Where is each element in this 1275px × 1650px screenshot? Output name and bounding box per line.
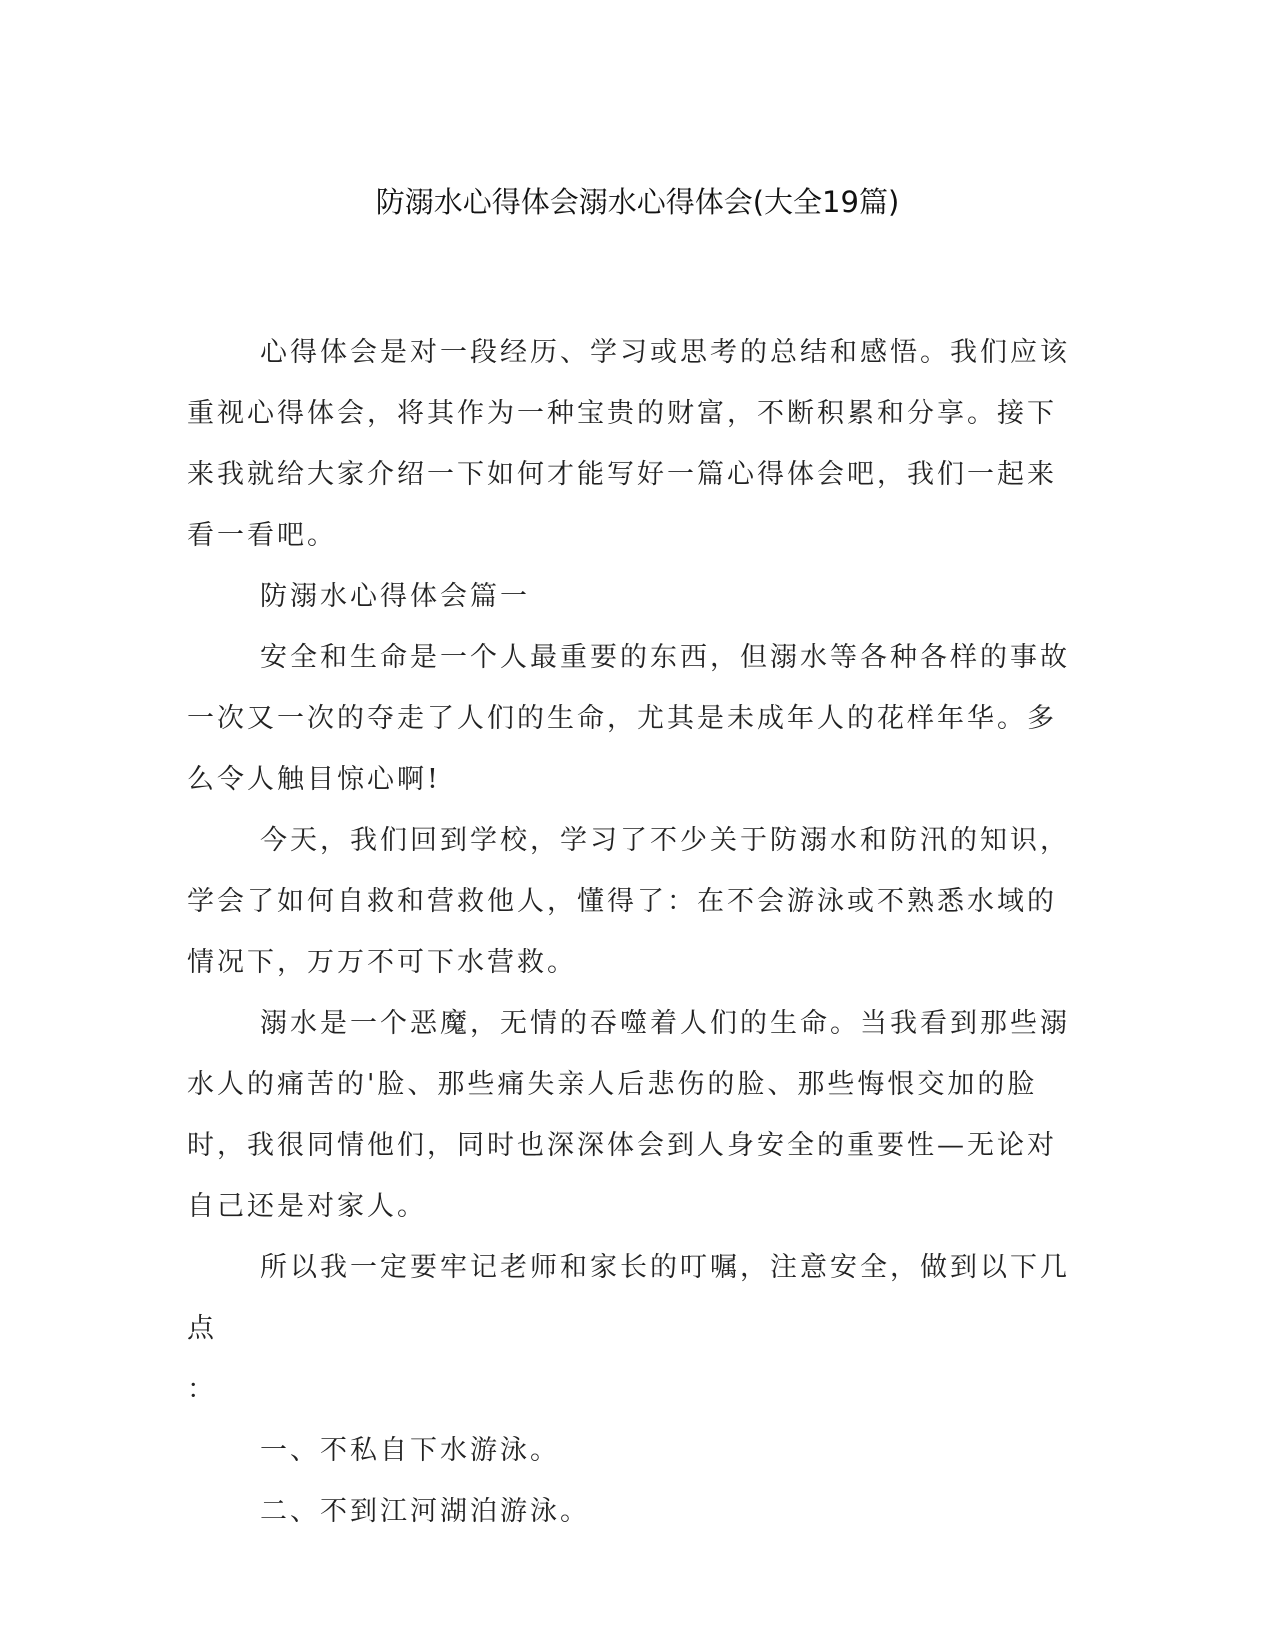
- paragraph-intro: 心得体会是对一段经历、学习或思考的总结和感悟。我们应该重视心得体会，将其作为一种宝贵的财富，不断积累和分享。接下来我就给大家介绍一下如何才能写好一篇心得体会吧，我们一起来看一看吧。: [187, 337, 1070, 551]
- paragraph: 溺水是一个恶魔，无情的吞噬着人们的生命。当我看到那些溺水人的痛苦的'脸、那些痛失亲人后悲伤的脸、那些悔恨交加的脸时，我很同情他们，同时也深深体会到人身安全的重要性—无论对自己还是对家人。: [187, 1008, 1070, 1222]
- list-item: 一、不私自下水游泳。: [260, 1435, 560, 1466]
- paragraph: 所以我一定要牢记老师和家长的叮嘱，注意安全，做到以下几点: [187, 1252, 1070, 1344]
- document-body: [187, 322, 1072, 1542]
- paragraph: 安全和生命是一个人最重要的东西，但溺水等各种各样的事故一次又一次的夺走了人们的生命，尤其是未成年人的花样年华。多么令人触目惊心啊!: [187, 642, 1070, 795]
- document-title: 防溺水心得体会溺水心得体会(大全19篇): [375, 185, 900, 219]
- paragraph: 今天，我们回到学校，学习了不少关于防溺水和防汛的知识，学会了如何自救和营救他人，懂得了：在不会游泳或不熟悉水域的情况下，万万不可下水营救。: [187, 825, 1070, 978]
- paragraph-colon: ：: [187, 1374, 217, 1405]
- list-item: 二、不到江河湖泊游泳。: [260, 1496, 590, 1527]
- section-heading: 防溺水心得体会篇一: [260, 581, 530, 612]
